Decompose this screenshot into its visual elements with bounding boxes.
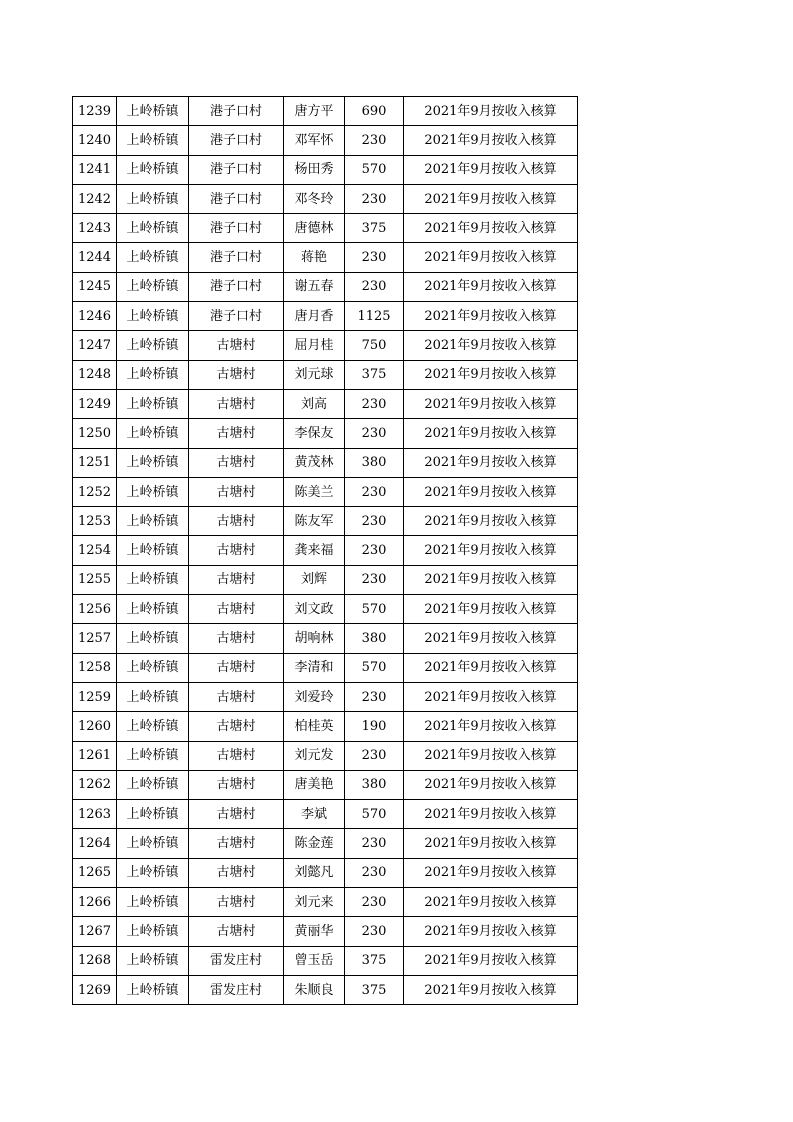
town-cell: 上岭桥镇 [117,184,189,213]
amount-cell: 690 [345,97,404,126]
name-cell: 李清和 [284,653,345,682]
table-row [73,97,578,126]
table-row [73,565,578,594]
table-row [73,858,578,887]
town-cell: 上岭桥镇 [117,477,189,506]
note-cell: 2021年9月按收入核算 [404,477,578,506]
table-row [73,536,578,565]
name-cell: 陈金莲 [284,829,345,858]
amount-cell: 230 [345,184,404,213]
note-cell: 2021年9月按收入核算 [404,331,578,360]
name-cell: 刘元来 [284,888,345,917]
row-number-cell: 1240 [73,126,117,155]
town-cell: 上岭桥镇 [117,214,189,243]
amount-cell: 230 [345,477,404,506]
amount-cell: 230 [345,858,404,887]
amount-cell: 230 [345,917,404,946]
amount-cell: 230 [345,888,404,917]
table-row [73,214,578,243]
row-number-cell: 1246 [73,302,117,331]
amount-cell: 230 [345,126,404,155]
village-cell: 港子口村 [189,97,284,126]
table-row [73,389,578,418]
village-cell: 港子口村 [189,126,284,155]
village-cell: 港子口村 [189,184,284,213]
name-cell: 刘元球 [284,360,345,389]
name-cell: 刘懿凡 [284,858,345,887]
note-cell: 2021年9月按收入核算 [404,97,578,126]
row-number-cell: 1251 [73,448,117,477]
name-cell: 刘辉 [284,565,345,594]
village-cell: 古塘村 [189,741,284,770]
table-row [73,770,578,799]
row-number-cell: 1259 [73,682,117,711]
amount-cell: 230 [345,243,404,272]
village-cell: 古塘村 [189,507,284,536]
town-cell: 上岭桥镇 [117,448,189,477]
note-cell: 2021年9月按收入核算 [404,448,578,477]
name-cell: 蒋艳 [284,243,345,272]
town-cell: 上岭桥镇 [117,565,189,594]
amount-cell: 570 [345,155,404,184]
name-cell: 曾玉岳 [284,946,345,975]
village-cell: 古塘村 [189,712,284,741]
table-row [73,595,578,624]
row-number-cell: 1266 [73,888,117,917]
village-cell: 港子口村 [189,302,284,331]
village-cell: 古塘村 [189,682,284,711]
row-number-cell: 1250 [73,419,117,448]
note-cell: 2021年9月按收入核算 [404,302,578,331]
row-number-cell: 1241 [73,155,117,184]
amount-cell: 375 [345,360,404,389]
note-cell: 2021年9月按收入核算 [404,184,578,213]
amount-cell: 1125 [345,302,404,331]
town-cell: 上岭桥镇 [117,419,189,448]
table-row [73,682,578,711]
village-cell: 古塘村 [189,858,284,887]
table-row [73,243,578,272]
village-cell: 古塘村 [189,565,284,594]
name-cell: 黄丽华 [284,917,345,946]
amount-cell: 230 [345,682,404,711]
row-number-cell: 1243 [73,214,117,243]
amount-cell: 375 [345,214,404,243]
note-cell: 2021年9月按收入核算 [404,243,578,272]
name-cell: 柏桂英 [284,712,345,741]
name-cell: 李保友 [284,419,345,448]
amount-cell: 230 [345,389,404,418]
note-cell: 2021年9月按收入核算 [404,624,578,653]
row-number-cell: 1249 [73,389,117,418]
note-cell: 2021年9月按收入核算 [404,272,578,301]
village-cell: 古塘村 [189,360,284,389]
row-number-cell: 1239 [73,97,117,126]
village-cell: 古塘村 [189,419,284,448]
town-cell: 上岭桥镇 [117,888,189,917]
amount-cell: 380 [345,448,404,477]
town-cell: 上岭桥镇 [117,155,189,184]
name-cell: 唐美艳 [284,770,345,799]
note-cell: 2021年9月按收入核算 [404,975,578,1004]
row-number-cell: 1263 [73,800,117,829]
table-row [73,507,578,536]
name-cell: 李斌 [284,800,345,829]
table-row [73,302,578,331]
amount-cell: 230 [345,536,404,565]
name-cell: 刘文政 [284,595,345,624]
table-row [73,829,578,858]
table-row [73,653,578,682]
row-number-cell: 1260 [73,712,117,741]
row-number-cell: 1265 [73,858,117,887]
amount-cell: 570 [345,800,404,829]
table-row [73,975,578,1004]
name-cell: 唐月香 [284,302,345,331]
amount-cell: 375 [345,975,404,1004]
town-cell: 上岭桥镇 [117,800,189,829]
town-cell: 上岭桥镇 [117,536,189,565]
name-cell: 陈美兰 [284,477,345,506]
row-number-cell: 1244 [73,243,117,272]
table-row [73,624,578,653]
amount-cell: 230 [345,741,404,770]
town-cell: 上岭桥镇 [117,272,189,301]
amount-cell: 230 [345,565,404,594]
row-number-cell: 1268 [73,946,117,975]
amount-cell: 190 [345,712,404,741]
table-row [73,946,578,975]
amount-cell: 230 [345,829,404,858]
note-cell: 2021年9月按收入核算 [404,888,578,917]
town-cell: 上岭桥镇 [117,389,189,418]
amount-cell: 570 [345,653,404,682]
town-cell: 上岭桥镇 [117,770,189,799]
note-cell: 2021年9月按收入核算 [404,214,578,243]
note-cell: 2021年9月按收入核算 [404,770,578,799]
row-number-cell: 1267 [73,917,117,946]
note-cell: 2021年9月按收入核算 [404,800,578,829]
town-cell: 上岭桥镇 [117,858,189,887]
village-cell: 古塘村 [189,624,284,653]
note-cell: 2021年9月按收入核算 [404,741,578,770]
note-cell: 2021年9月按收入核算 [404,946,578,975]
note-cell: 2021年9月按收入核算 [404,126,578,155]
town-cell: 上岭桥镇 [117,653,189,682]
table-row [73,448,578,477]
row-number-cell: 1252 [73,477,117,506]
village-cell: 港子口村 [189,272,284,301]
town-cell: 上岭桥镇 [117,975,189,1004]
name-cell: 谢五春 [284,272,345,301]
village-cell: 港子口村 [189,155,284,184]
row-number-cell: 1247 [73,331,117,360]
town-cell: 上岭桥镇 [117,331,189,360]
village-cell: 雷发庄村 [189,975,284,1004]
table-row [73,800,578,829]
row-number-cell: 1264 [73,829,117,858]
name-cell: 刘爱玲 [284,682,345,711]
note-cell: 2021年9月按收入核算 [404,829,578,858]
village-cell: 港子口村 [189,243,284,272]
table-row [73,331,578,360]
row-number-cell: 1256 [73,595,117,624]
town-cell: 上岭桥镇 [117,917,189,946]
amount-cell: 375 [345,946,404,975]
row-number-cell: 1245 [73,272,117,301]
amount-cell: 230 [345,272,404,301]
table-row [73,712,578,741]
row-number-cell: 1261 [73,741,117,770]
table-row [73,888,578,917]
town-cell: 上岭桥镇 [117,741,189,770]
row-number-cell: 1258 [73,653,117,682]
village-cell: 古塘村 [189,595,284,624]
table-row [73,741,578,770]
town-cell: 上岭桥镇 [117,243,189,272]
amount-cell: 750 [345,331,404,360]
village-cell: 古塘村 [189,829,284,858]
row-number-cell: 1253 [73,507,117,536]
amount-cell: 230 [345,507,404,536]
town-cell: 上岭桥镇 [117,682,189,711]
town-cell: 上岭桥镇 [117,829,189,858]
note-cell: 2021年9月按收入核算 [404,536,578,565]
village-cell: 古塘村 [189,448,284,477]
row-number-cell: 1242 [73,184,117,213]
town-cell: 上岭桥镇 [117,946,189,975]
note-cell: 2021年9月按收入核算 [404,419,578,448]
name-cell: 唐德林 [284,214,345,243]
village-cell: 古塘村 [189,800,284,829]
name-cell: 刘高 [284,389,345,418]
amount-cell: 380 [345,624,404,653]
note-cell: 2021年9月按收入核算 [404,565,578,594]
name-cell: 屈月桂 [284,331,345,360]
name-cell: 唐方平 [284,97,345,126]
table-row [73,917,578,946]
village-cell: 古塘村 [189,331,284,360]
note-cell: 2021年9月按收入核算 [404,360,578,389]
name-cell: 朱顺良 [284,975,345,1004]
village-cell: 古塘村 [189,888,284,917]
row-number-cell: 1257 [73,624,117,653]
note-cell: 2021年9月按收入核算 [404,712,578,741]
table-row [73,272,578,301]
village-cell: 雷发庄村 [189,946,284,975]
note-cell: 2021年9月按收入核算 [404,155,578,184]
town-cell: 上岭桥镇 [117,507,189,536]
amount-cell: 230 [345,419,404,448]
town-cell: 上岭桥镇 [117,302,189,331]
town-cell: 上岭桥镇 [117,126,189,155]
village-cell: 古塘村 [189,653,284,682]
name-cell: 邓军怀 [284,126,345,155]
row-number-cell: 1254 [73,536,117,565]
row-number-cell: 1269 [73,975,117,1004]
name-cell: 陈友军 [284,507,345,536]
village-cell: 古塘村 [189,917,284,946]
village-cell: 港子口村 [189,214,284,243]
note-cell: 2021年9月按收入核算 [404,389,578,418]
assistance-table [72,96,578,1005]
amount-cell: 570 [345,595,404,624]
table-row [73,360,578,389]
town-cell: 上岭桥镇 [117,360,189,389]
note-cell: 2021年9月按收入核算 [404,595,578,624]
note-cell: 2021年9月按收入核算 [404,507,578,536]
village-cell: 古塘村 [189,770,284,799]
table-body [73,97,578,1005]
note-cell: 2021年9月按收入核算 [404,682,578,711]
name-cell: 黄茂林 [284,448,345,477]
table-row [73,155,578,184]
table-row [73,126,578,155]
row-number-cell: 1262 [73,770,117,799]
name-cell: 刘元发 [284,741,345,770]
row-number-cell: 1255 [73,565,117,594]
name-cell: 杨田秀 [284,155,345,184]
name-cell: 胡响林 [284,624,345,653]
name-cell: 龚来福 [284,536,345,565]
amount-cell: 380 [345,770,404,799]
note-cell: 2021年9月按收入核算 [404,653,578,682]
note-cell: 2021年9月按收入核算 [404,858,578,887]
town-cell: 上岭桥镇 [117,624,189,653]
row-number-cell: 1248 [73,360,117,389]
table-row [73,477,578,506]
village-cell: 古塘村 [189,389,284,418]
name-cell: 邓冬玲 [284,184,345,213]
town-cell: 上岭桥镇 [117,595,189,624]
table-row [73,184,578,213]
village-cell: 古塘村 [189,477,284,506]
town-cell: 上岭桥镇 [117,712,189,741]
table-row [73,419,578,448]
village-cell: 古塘村 [189,536,284,565]
town-cell: 上岭桥镇 [117,97,189,126]
note-cell: 2021年9月按收入核算 [404,917,578,946]
